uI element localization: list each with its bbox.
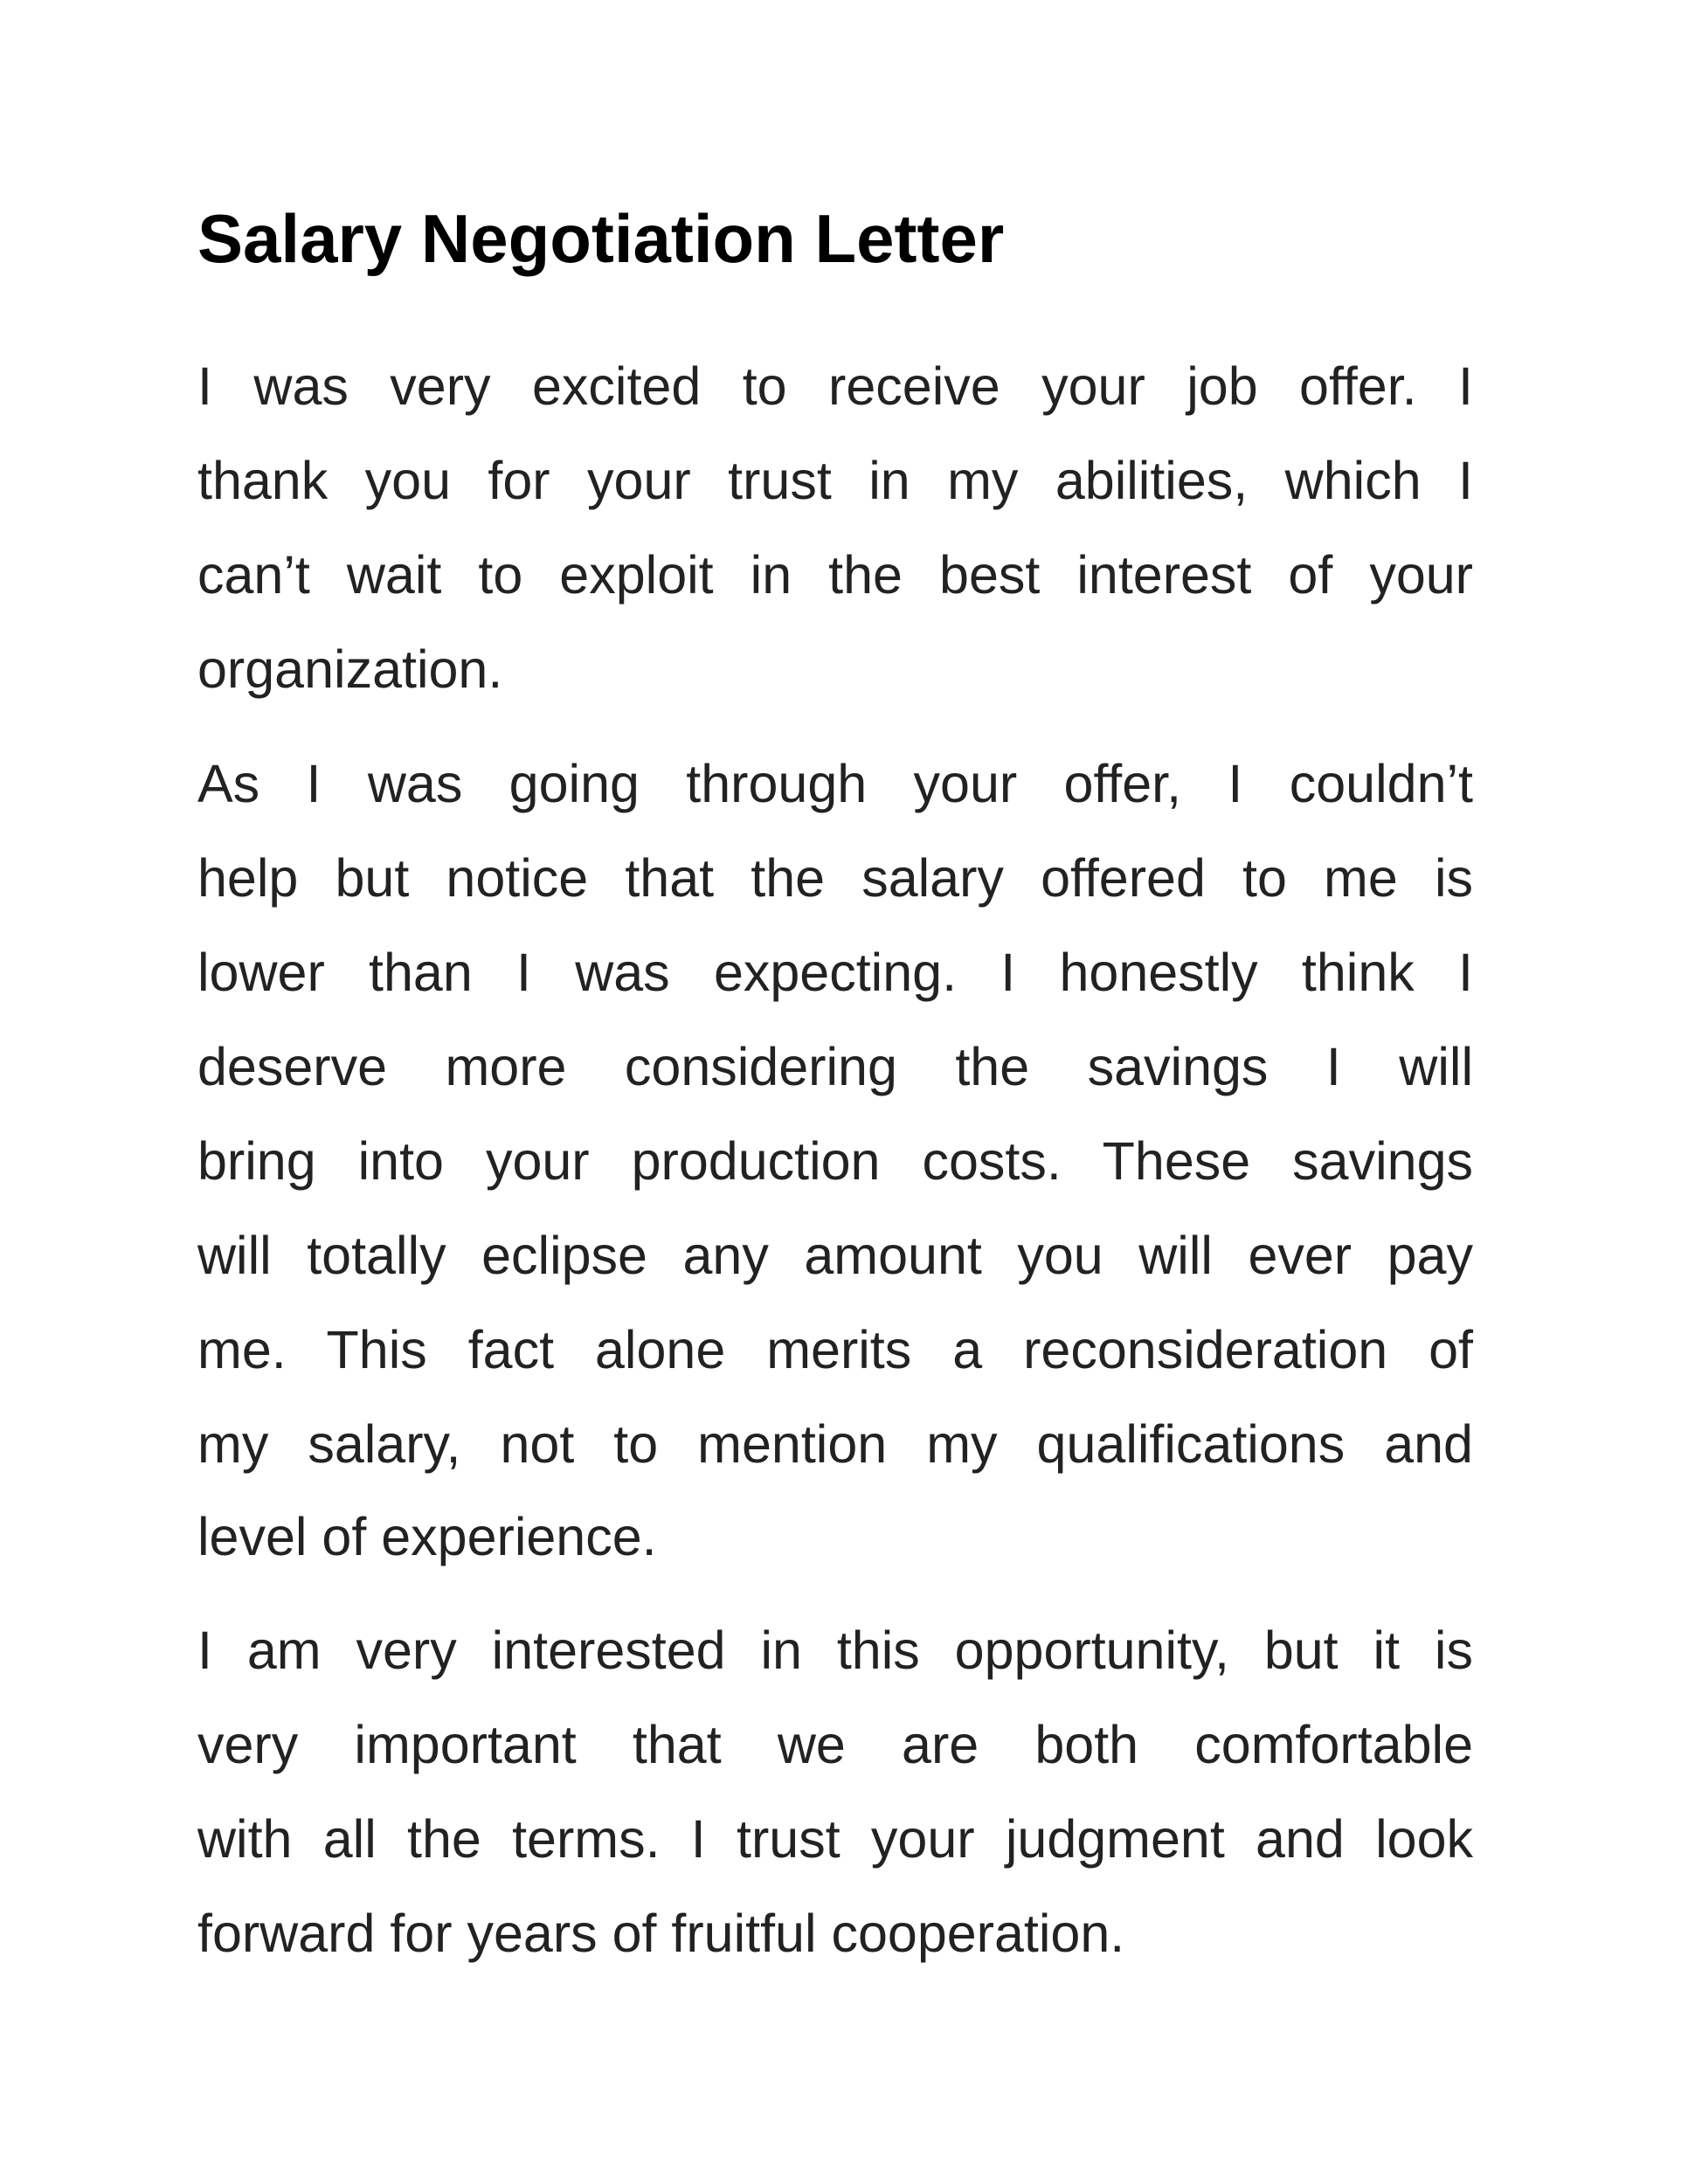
text-line: deserve more considering the savings I will — [197, 1037, 1473, 1096]
text-line: level of experience. — [197, 1507, 657, 1566]
text-line: my salary, not to mention my qualifications and — [197, 1414, 1473, 1474]
text-line: lower than I was expecting. I honestly think I — [197, 943, 1473, 1002]
text-line: help but notice that the salary offered to me is — [197, 848, 1473, 908]
text-line: bring into your production costs. These savings — [197, 1131, 1473, 1191]
text-line: organization. — [197, 639, 503, 699]
text-line: As I was going through your offer, I couldn’t — [197, 754, 1473, 813]
text-line: thank you for your trust in my abilities, which I — [197, 451, 1473, 510]
text-line: I am very interested in this opportunity, but it is — [197, 1621, 1473, 1680]
text-line: I was very excited to receive your job offer. I — [197, 356, 1473, 416]
text-line: forward for years of fruitful cooperation. — [197, 1904, 1125, 1963]
text-line: will totally eclipse any amount you will ever pay — [197, 1226, 1473, 1285]
text-line: very important that we are both comfortable — [197, 1715, 1473, 1774]
text-line: with all the terms. I trust your judgment and look — [197, 1809, 1473, 1869]
text-line: can’t wait to exploit in the best interest of your — [197, 545, 1473, 605]
page-title: Salary Negotiation Letter — [197, 200, 1005, 277]
text-line: me. This fact alone merits a reconsideration of — [197, 1320, 1473, 1379]
